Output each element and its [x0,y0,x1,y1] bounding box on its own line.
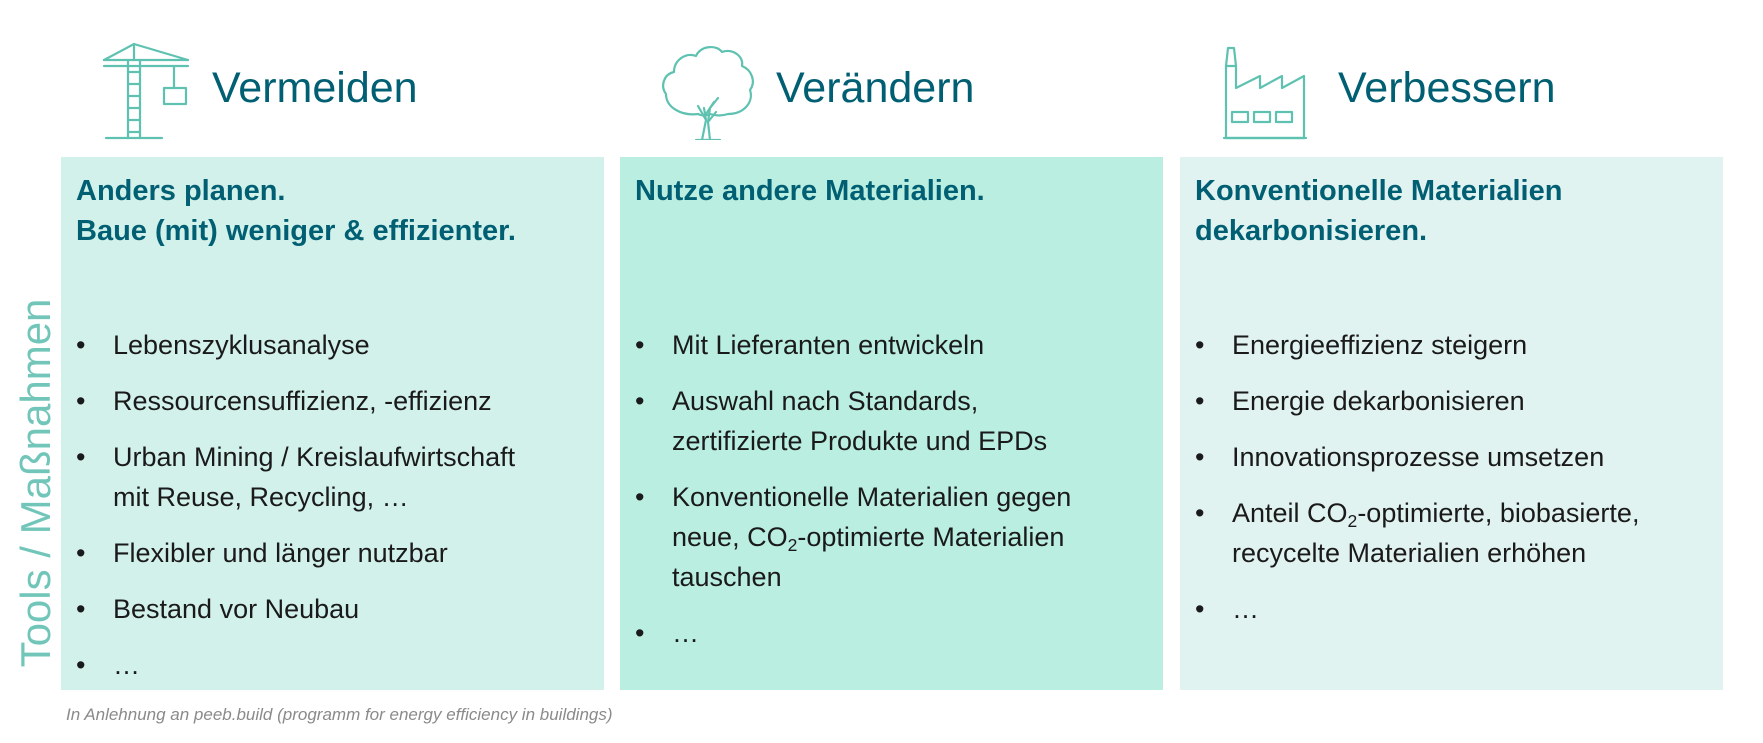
list-item-line: … [1232,594,1259,624]
panel-heading [76,171,589,251]
panel-heading-line: dekarbonisieren. [1195,215,1428,247]
list-item-line: tauschen [672,562,782,592]
list-item-line: Lebenszyklusanalyse [113,330,370,360]
list-item [1195,325,1713,365]
list-item [76,589,594,629]
list-item-line: Anteil $CO_2$-optimierte, biobasierte, [1232,498,1640,531]
panel-veraendern [620,157,1163,690]
list-item [1195,493,1713,573]
column-title: Vermeiden [212,64,418,112]
list-item [635,477,1153,597]
list-item-line: neue, $CO_2$-optimierte Materialien [672,522,1065,555]
column-title: Verändern [776,64,975,112]
list-item-line: recycelte Materialien erhöhen [1232,538,1587,568]
list-item [76,645,594,685]
source-footnote: In Anlehnung an peeb.build (programm for energy efficiency in buildings) [66,705,613,724]
panel-heading-line: Nutze andere Materialien. [635,175,985,207]
list-item-line: Konventionelle Materialien gegen [672,482,1072,512]
column-header-verbessern [1222,30,1682,140]
measure-list [635,325,1153,669]
column-header-vermeiden [100,30,560,140]
list-item-line: Flexibler und länger nutzbar [113,538,448,568]
list-item [1195,589,1713,629]
list-item [76,325,594,365]
column-title: Verbessern [1338,64,1556,112]
panel-heading [635,171,1148,211]
list-item-line: Bestand vor Neubau [113,594,360,624]
list-item [76,381,594,421]
list-item-line: Auswahl nach Standards, [672,386,979,416]
list-item [635,613,1153,653]
panel-verbessern [1180,157,1723,690]
panel-vermeiden [61,157,604,690]
tree-icon [658,42,762,140]
list-item-line: Energie dekarbonisieren [1232,386,1525,416]
measure-list [1195,325,1713,645]
list-item-line: mit Reuse, Recycling, … [113,482,409,512]
panel-heading [1195,171,1708,251]
list-item-line: Urban Mining / Kreislaufwirtschaft [113,442,516,472]
list-item [1195,437,1713,477]
factory-icon [1222,42,1326,140]
column-header-veraendern [658,30,1118,140]
panel-heading-line: Baue (mit) weniger & effizienter. [76,215,516,247]
list-item-line: … [113,650,140,680]
measure-list [76,325,594,701]
list-item-line: … [672,618,699,648]
list-item [635,325,1153,365]
list-item [76,437,594,517]
list-item-line: Mit Lieferanten entwickeln [672,330,985,360]
list-item [76,533,594,573]
list-item-line: Innovationsprozesse umsetzen [1232,442,1605,472]
list-item-line: zertifizierte Produkte und EPDs [672,426,1048,456]
panel-heading-line: Anders planen. [76,175,286,207]
list-item-line: Ressourcensuffizienz, -effizienz [113,386,492,416]
list-item [1195,381,1713,421]
crane-icon [100,42,204,140]
list-item-line: Energieeffizienz steigern [1232,330,1528,360]
list-item [635,381,1153,461]
panel-heading-line: Konventionelle Materialien [1195,175,1563,207]
side-label: Tools / Maßnahmen [12,298,59,668]
